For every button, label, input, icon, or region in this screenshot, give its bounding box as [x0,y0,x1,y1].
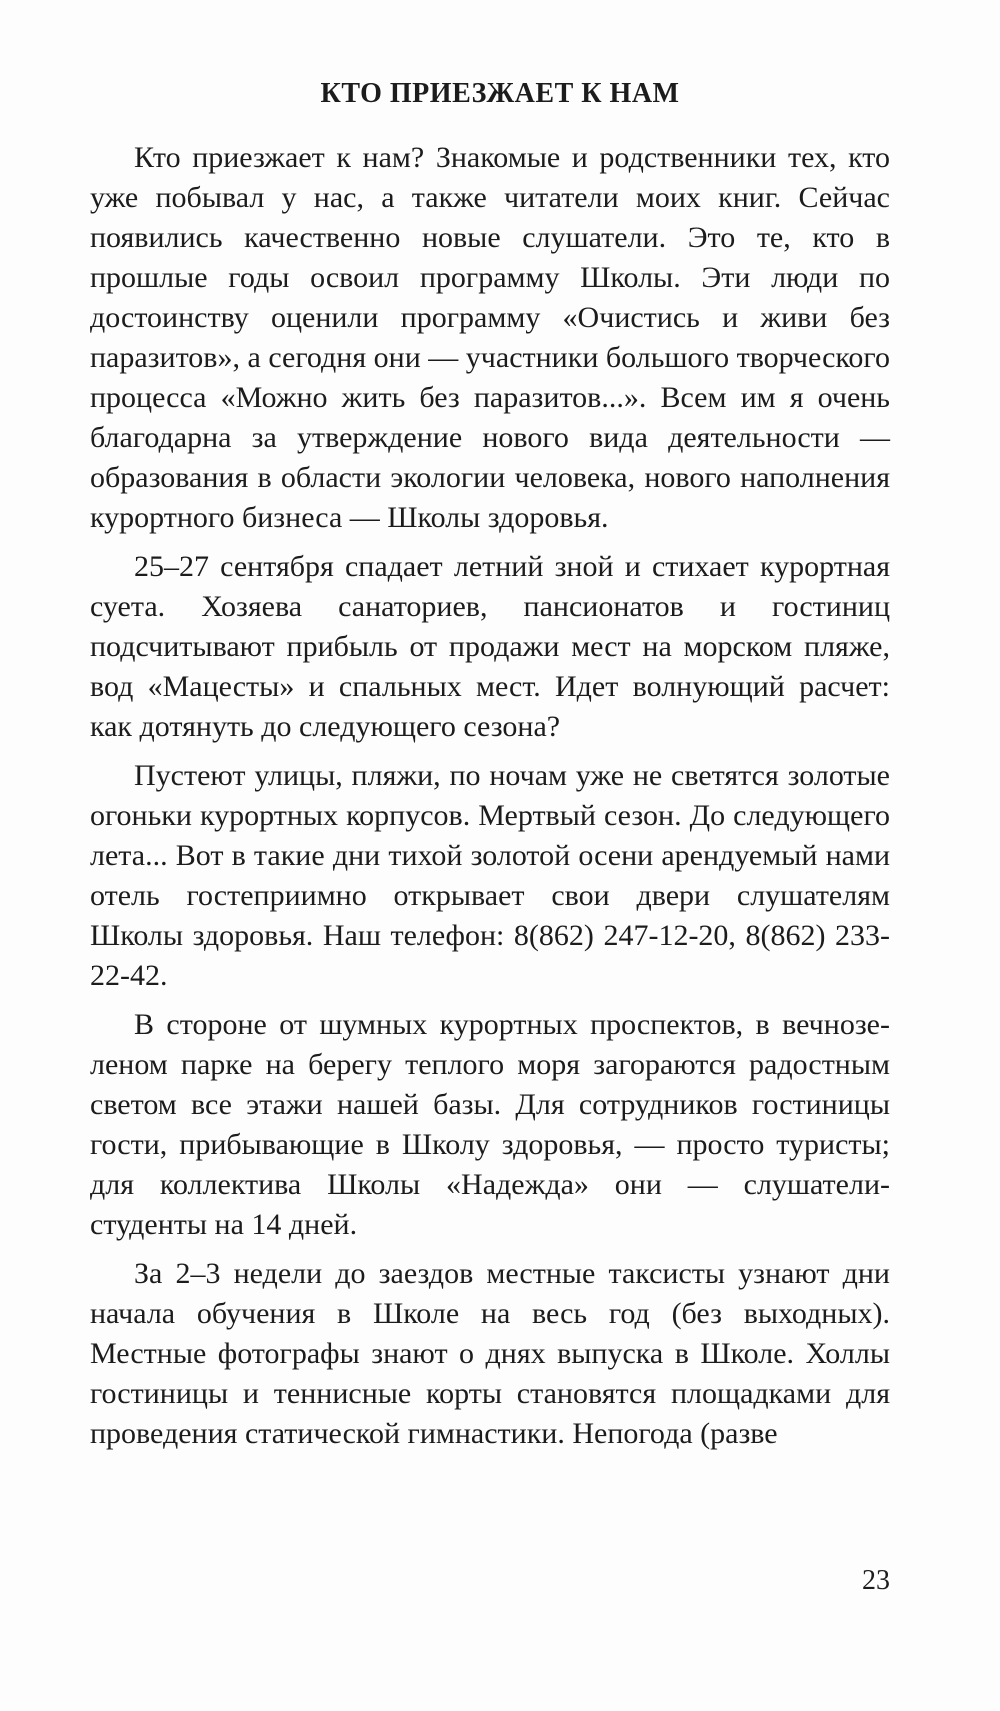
paragraph-3: Пустеют улицы, пляжи, по ночам уже не светятся золотые огоньки курортных корпусов. Мертвый сезон. До следующего лета... Вот в такие дни тихой золотой осени арендуемый нами отель гостеприимно открывает свои двери слушателям Школы здоровья. Наш телефон: 8(862) 247-12-20, 8(862) 233-22-42. [90,759,890,992]
paragraph-4: В стороне от шумных курортных проспектов, в вечнозеленом парке на берегу теплого моря загораются радостным светом все этажи нашей базы. Для сотрудников гостиницы гости, прибывающие в Школу здоровья, — просто туристы; для коллектива Школы «Надежда» они — слушатели-студенты на 14 дней. [90,1008,890,1241]
paragraph-2: 25–27 сентября спадает летний зной и стихает курортная суета. Хозяева санаториев, пансионатов и гостиниц подсчитывают прибыль от продажи мест на морском пляже, вод «Мацесты» и спальных мест. Идет волнующий расчет: как дотянуть до следующего сезона? [90,550,890,743]
chapter-title: КТО ПРИЕЗЖАЕТ К НАМ [320,78,680,109]
body-text [90,138,890,1463]
paragraph-5: За 2–3 недели до заездов местные таксисты узнают дни начала обучения в Школе на весь год (без выходных). Местные фотографы знают о днях выпуска в Школе. Холлы гостиницы и теннисные корты становятся площадками для проведения статической гимнастики. Непогода (разве [90,1257,890,1450]
paragraph-1: Кто приезжает к нам? Знакомые и родственники тех, кто уже побывал у нас, а также читатели моих книг. Сейчас появились качественно новые слушатели. Это те, кто в прошлые годы освоил программу Школы. Эти люди по достоинству оценили программу «Очистись и живи без паразитов», а сегодня они — участники большого творческого процесса «Можно жить без паразитов...». Всем им я очень благодарна за утверждение нового вида деятельности — образования в области экологии человека, нового наполнения курортного бизнеса — Школы здоровья. [90,141,890,534]
page-number: 23 [862,1565,890,1596]
